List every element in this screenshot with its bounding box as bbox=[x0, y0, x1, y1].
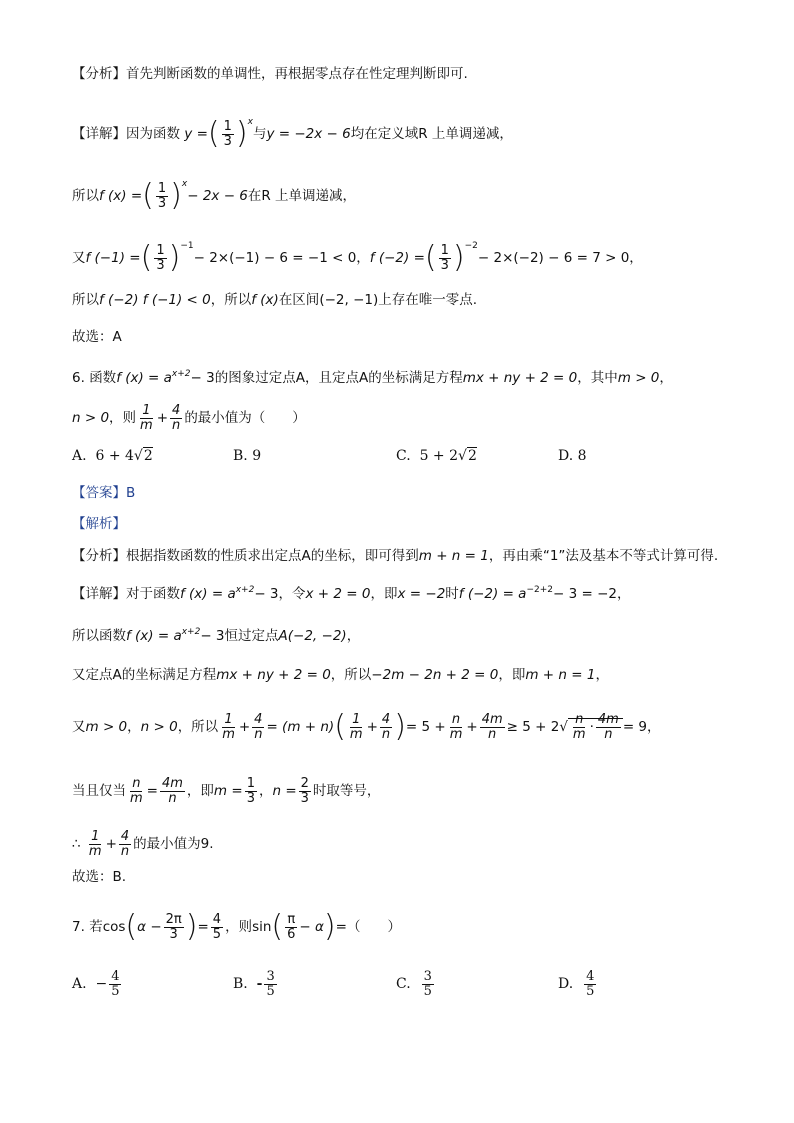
math: + bbox=[466, 719, 478, 735]
answer-choice-q5: 故选：A bbox=[72, 329, 122, 345]
text: 函数 bbox=[89, 370, 117, 386]
math: −2m − 2n + 2 = 0 bbox=[371, 667, 499, 683]
math: − 3 bbox=[200, 628, 225, 644]
fraction: $\frac{1}{3}$ bbox=[156, 242, 165, 273]
paren: ) bbox=[394, 709, 406, 744]
fraction: $\frac{\pi}{6}$ bbox=[287, 911, 296, 942]
paren: ( bbox=[207, 116, 220, 151]
text: 在R 上单调递减， bbox=[247, 188, 357, 204]
paren: ( bbox=[271, 909, 284, 944]
text: 又 bbox=[72, 250, 86, 266]
math: m = bbox=[213, 783, 243, 800]
question-6-line-1 bbox=[72, 364, 673, 388]
text: ，其中 bbox=[577, 370, 618, 386]
text: ，则 bbox=[109, 410, 137, 427]
math: − 3 bbox=[190, 370, 215, 386]
text: 因为函数 bbox=[126, 126, 180, 142]
detail-line-q6-5 bbox=[72, 777, 380, 805]
paren: ( bbox=[140, 240, 153, 275]
paren: ) bbox=[170, 178, 182, 213]
math: n > 0 bbox=[72, 410, 110, 427]
text: ，令 bbox=[278, 586, 306, 602]
text: 的图象过定点A，且定点A的坐标满足方程 bbox=[214, 370, 463, 386]
math: + bbox=[105, 836, 117, 853]
math: = bbox=[146, 783, 158, 800]
question-number: 6. bbox=[72, 370, 85, 386]
math: ≥ 5 + 2 bbox=[506, 719, 560, 735]
math: + bbox=[238, 719, 251, 735]
math: mx + ny + 2 = 0 bbox=[462, 370, 578, 386]
paren: ) bbox=[235, 116, 248, 151]
math: m + n = 1 bbox=[418, 548, 489, 564]
text: 时取等号， bbox=[312, 783, 381, 800]
text: 又定点A的坐标满足方程 bbox=[72, 667, 217, 683]
fraction: $\frac{2}{3}$ bbox=[300, 776, 309, 806]
math: + bbox=[156, 410, 169, 427]
option-a-q6[interactable]: A. 6 + 4√2 bbox=[72, 448, 153, 464]
paren: ( bbox=[334, 709, 346, 744]
option-a-q7[interactable]: A. − $\frac{4}{5}$ bbox=[72, 969, 120, 999]
math: f (−2) f (−1) < 0 bbox=[99, 292, 211, 308]
math: − 2×(−2) − 6 = 7 > 0 bbox=[477, 250, 630, 266]
question-number: 7. bbox=[72, 919, 85, 935]
exponent: x+2 bbox=[171, 369, 191, 379]
text: ，所以 bbox=[330, 667, 372, 683]
text: 对于函数 bbox=[126, 586, 180, 602]
text: ， bbox=[346, 628, 361, 644]
text: 恒过定点 bbox=[224, 628, 279, 644]
analysis-text: 首先判断函数的单调性，再根据零点存在性定理判断即可. bbox=[126, 66, 468, 82]
option-d-q6[interactable]: D. 8 bbox=[558, 448, 587, 464]
text: 在区间 bbox=[278, 292, 320, 308]
detail-line-q5-2 bbox=[72, 174, 356, 211]
detail-line-q6-1 bbox=[72, 580, 631, 604]
math: = (m + n) bbox=[266, 719, 335, 735]
math: 9 bbox=[200, 836, 210, 853]
text: 时 bbox=[445, 586, 459, 602]
exponent: x+2 bbox=[235, 585, 255, 595]
paren: ) bbox=[168, 240, 181, 275]
text: 当且仅当 bbox=[72, 783, 126, 800]
text: ， bbox=[617, 586, 631, 602]
text: 所以 bbox=[72, 188, 99, 204]
math: n = bbox=[272, 783, 297, 800]
fraction: $\frac{n}{m}$ bbox=[449, 711, 463, 742]
text: ，即 bbox=[370, 586, 398, 602]
math: f (−2) = bbox=[369, 250, 425, 266]
fraction: $\frac{1}{3}$ bbox=[246, 776, 255, 806]
math: m > 0 bbox=[617, 370, 660, 386]
text: 的最小值为 bbox=[133, 836, 201, 853]
fraction: $\frac{1}{3}$ bbox=[440, 242, 449, 273]
paren: ) bbox=[452, 240, 465, 275]
analysis-tag: 【分析】 bbox=[72, 548, 126, 564]
answer-choice-q6: 故选：B. bbox=[72, 869, 127, 885]
math: x + 2 = 0 bbox=[305, 586, 371, 602]
text: ，即 bbox=[186, 783, 214, 800]
math: (−2, −1) bbox=[319, 292, 379, 308]
math: cos bbox=[102, 919, 126, 935]
option-c-q6[interactable]: C. 5 + 2√2 bbox=[396, 448, 477, 464]
math: y = −2x − 6 bbox=[266, 126, 351, 142]
text: 的最小值为（ ） bbox=[184, 410, 306, 427]
math: A(−2, −2) bbox=[278, 628, 347, 644]
text: ， bbox=[629, 250, 643, 266]
fraction: $\frac{4}{5}$ bbox=[212, 911, 222, 942]
math: y = bbox=[184, 126, 208, 142]
option-d-q7[interactable]: D. $\frac{4}{5}$ bbox=[558, 969, 595, 999]
text: 与 bbox=[252, 126, 267, 142]
exponent: x bbox=[247, 117, 253, 127]
math: = bbox=[197, 919, 209, 935]
detail-line-q6-6 bbox=[72, 830, 214, 858]
exponent: x bbox=[181, 179, 188, 189]
text: 所以 bbox=[72, 292, 99, 308]
text: ， bbox=[595, 667, 609, 683]
math: − 2×(−1) − 6 = −1 < 0 bbox=[193, 250, 357, 266]
exponent: x+2 bbox=[181, 627, 201, 637]
math: − 3 = −2 bbox=[553, 586, 617, 602]
fraction: $\frac{n}{m}$ bbox=[130, 776, 143, 806]
detail-line-q5-4 bbox=[72, 290, 477, 310]
exponent: −2 bbox=[464, 241, 478, 251]
math: f (x) = a bbox=[126, 628, 182, 644]
fraction: $\frac{4m}{n}$ bbox=[161, 776, 183, 806]
answer-tag: 【答案】 bbox=[72, 485, 126, 501]
text: ，所以 bbox=[177, 719, 219, 735]
detail-line-q6-4: 又m > 0，n > 0，所以 $\frac{1}{m}$ + $\frac{4}{n}$ = (m + n)( $\frac{1}{m}$ + $\frac{4}{n}$ )= 5 + $\frac{n}{m}$ + $\frac{4m}{n}$ ≥ 5 + 2√ $\frac{n}{m}$ · $\frac{4m}{n}$ = 9， bbox=[72, 709, 661, 744]
option-b-q6[interactable]: B. 9 bbox=[233, 448, 262, 464]
math: = 5 + bbox=[405, 719, 446, 735]
text: ，则 bbox=[225, 919, 253, 935]
text: =（ ） bbox=[335, 919, 401, 935]
detail-line-q6-2 bbox=[72, 622, 360, 646]
answer-line-q6 bbox=[72, 483, 135, 503]
paren: ( bbox=[424, 240, 437, 275]
math: α − bbox=[137, 919, 162, 935]
paren: ) bbox=[185, 909, 198, 944]
analysis-line-q5 bbox=[72, 64, 468, 84]
text: 均在定义域R 上单调递减， bbox=[350, 126, 513, 142]
text: . bbox=[209, 836, 214, 853]
fraction: $\frac{4}{n}$ bbox=[254, 711, 263, 742]
detail-line-q6-3 bbox=[72, 665, 609, 685]
fraction: $\frac{4}{n}$ bbox=[381, 711, 391, 742]
math: x = −2 bbox=[397, 586, 446, 602]
text: ， bbox=[258, 783, 273, 800]
analysis-tag: 【分析】 bbox=[72, 66, 126, 82]
fraction: $\frac{1}{3}$ bbox=[223, 118, 232, 149]
fraction: $\frac{1}{m}$ bbox=[140, 403, 153, 433]
fraction: $\frac{1}{3}$ bbox=[157, 180, 167, 211]
math: + bbox=[366, 719, 378, 735]
text: 若 bbox=[89, 919, 103, 935]
fraction: $\frac{1}{m}$ bbox=[222, 711, 235, 742]
fraction: $\frac{4m}{n}$ bbox=[481, 711, 503, 742]
text: 根据指数函数的性质求出定点A的坐标，即可得到 bbox=[126, 548, 419, 564]
math: f (x) = bbox=[99, 188, 143, 204]
math: f (−1) = bbox=[85, 250, 141, 266]
fraction: $\frac{2\pi}{3}$ bbox=[165, 911, 182, 942]
paren: ( bbox=[142, 178, 154, 213]
math: − α bbox=[299, 919, 324, 935]
paren: ( bbox=[125, 909, 138, 944]
math: mx + ny + 2 = 0 bbox=[216, 667, 331, 683]
analysis-line-q6 bbox=[72, 546, 718, 566]
option-c-q7[interactable]: C. $\frac{3}{5}$ bbox=[396, 969, 432, 999]
text: ，再由乘“1”法及基本不等式计算可得. bbox=[488, 548, 719, 564]
explanation-tag-q6: 【解析】 bbox=[72, 516, 126, 532]
exponent: −1 bbox=[180, 241, 194, 251]
text: 上存在唯一零点. bbox=[378, 292, 478, 308]
math: sin bbox=[252, 919, 272, 935]
text: ， bbox=[356, 250, 370, 266]
math: n > 0 bbox=[140, 719, 178, 735]
therefore-symbol: ∴ bbox=[72, 836, 81, 853]
option-b-q7[interactable]: B. - $\frac{3}{5}$ bbox=[233, 969, 275, 999]
math: f (x) bbox=[251, 292, 279, 308]
math: − 3 bbox=[254, 586, 279, 602]
exponent: −2+2 bbox=[526, 585, 553, 595]
detail-line-q5-3 bbox=[72, 236, 643, 273]
text: ， bbox=[647, 719, 661, 735]
detail-tag: 【详解】 bbox=[72, 586, 126, 602]
sqrt-content: $\frac{n}{m}$ · $\frac{4m}{n}$ bbox=[568, 718, 623, 735]
math: f (−2) = a bbox=[458, 586, 527, 602]
text: ，所以 bbox=[210, 292, 252, 308]
text: ，即 bbox=[498, 667, 526, 683]
text: 所以函数 bbox=[72, 628, 126, 644]
text: ， bbox=[659, 370, 673, 386]
math: = 9 bbox=[622, 719, 648, 735]
question-6-line-2 bbox=[72, 404, 306, 432]
detail-tag: 【详解】 bbox=[72, 126, 126, 142]
question-7-line-1 bbox=[72, 909, 401, 944]
math: m > 0 bbox=[85, 719, 128, 735]
fraction: $\frac{4}{n}$ bbox=[120, 829, 130, 859]
text: ， bbox=[127, 719, 141, 735]
paren: ) bbox=[323, 909, 336, 944]
detail-line-q5-1 bbox=[72, 112, 513, 149]
answer-value: B bbox=[126, 485, 136, 501]
text: 又 bbox=[72, 719, 86, 735]
fraction: $\frac{1}{m}$ bbox=[349, 711, 363, 742]
fraction: $\frac{4}{n}$ bbox=[172, 403, 181, 433]
math: f (x) = a bbox=[180, 586, 236, 602]
math: f (x) = a bbox=[116, 370, 172, 386]
fraction: $\frac{1}{m}$ bbox=[88, 829, 102, 859]
math: m + n = 1 bbox=[525, 667, 596, 683]
math: − 2x − 6 bbox=[187, 188, 248, 204]
